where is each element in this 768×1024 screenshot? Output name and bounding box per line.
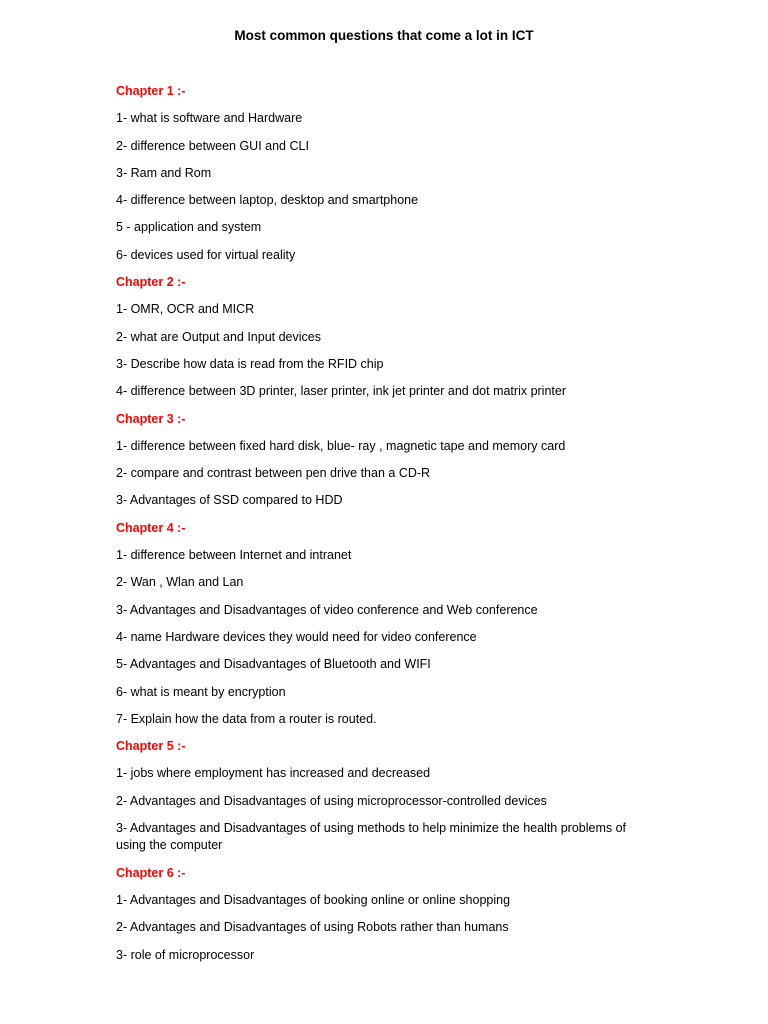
question-item: 2- Advantages and Disadvantages of using Robots rather than humans [116, 920, 509, 935]
chapter-heading: Chapter 1 :- [116, 84, 186, 98]
chapter-section [116, 411, 656, 520]
chapter-list [116, 83, 656, 974]
chapter-heading: Chapter 2 :- [116, 275, 186, 290]
question-item: 2- difference between GUI and CLI [116, 138, 309, 153]
question-item: 6- what is meant by encryption [116, 684, 286, 699]
question-item: 3- Ram and Rom [116, 165, 212, 180]
document-title: Most common questions that come a lot in ICT [234, 28, 534, 43]
question-item: 3- Advantages and Disadvantages of using methods to help minimize the health problems of using the computer [116, 821, 627, 853]
question-item: 3- Advantages and Disadvantages of video conference and Web conference [116, 602, 538, 617]
question-item: 1- jobs where employment has increased and decreased [116, 766, 431, 781]
question-item: 3- role of microprocessor [116, 947, 255, 962]
chapter-heading: Chapter 5 :- [116, 739, 186, 754]
chapter-section [116, 738, 656, 864]
chapter-section [116, 274, 656, 410]
chapter-section [116, 865, 656, 974]
chapter-section [116, 520, 656, 738]
question-item: 1- Advantages and Disadvantages of booking online or online shopping [116, 892, 511, 907]
question-item: 1- OMR, OCR and MICR [116, 302, 255, 317]
question-item: 1- difference between fixed hard disk, blue- ray , magnetic tape and memory card [116, 438, 566, 453]
question-item: 2- Wan , Wlan and Lan [116, 575, 244, 590]
chapter-section [116, 83, 656, 274]
question-item: 4- difference between laptop, desktop and smartphone [116, 193, 419, 208]
question-item: 6- devices used for virtual reality [116, 247, 296, 262]
question-item: 1- what is software and Hardware [116, 111, 303, 126]
question-item: 2- what are Output and Input devices [116, 329, 321, 344]
question-item: 2- Advantages and Disadvantages of using microprocessor-controlled devices [116, 793, 547, 808]
question-item: 4- name Hardware devices they would need for video conference [116, 629, 477, 644]
question-item: 7- Explain how the data from a router is routed. [116, 711, 377, 726]
question-item: 3- Advantages of SSD compared to HDD [116, 493, 343, 508]
question-item: 5- Advantages and Disadvantages of Bluetooth and WIFI [116, 657, 431, 672]
question-item: 3- Describe how data is read from the RFID chip [116, 356, 384, 371]
question-item: 1- difference between Internet and intranet [116, 548, 352, 563]
chapter-heading: Chapter 4 :- [116, 520, 186, 535]
question-item: 5 - application and system [116, 220, 262, 235]
question-item: 4- difference between 3D printer, laser printer, ink jet printer and dot matrix printer [116, 384, 566, 399]
question-item: 2- compare and contrast between pen drive than a CD-R [116, 466, 431, 481]
chapter-heading: Chapter 3 :- [116, 411, 186, 426]
chapter-heading: Chapter 6 :- [116, 865, 186, 880]
